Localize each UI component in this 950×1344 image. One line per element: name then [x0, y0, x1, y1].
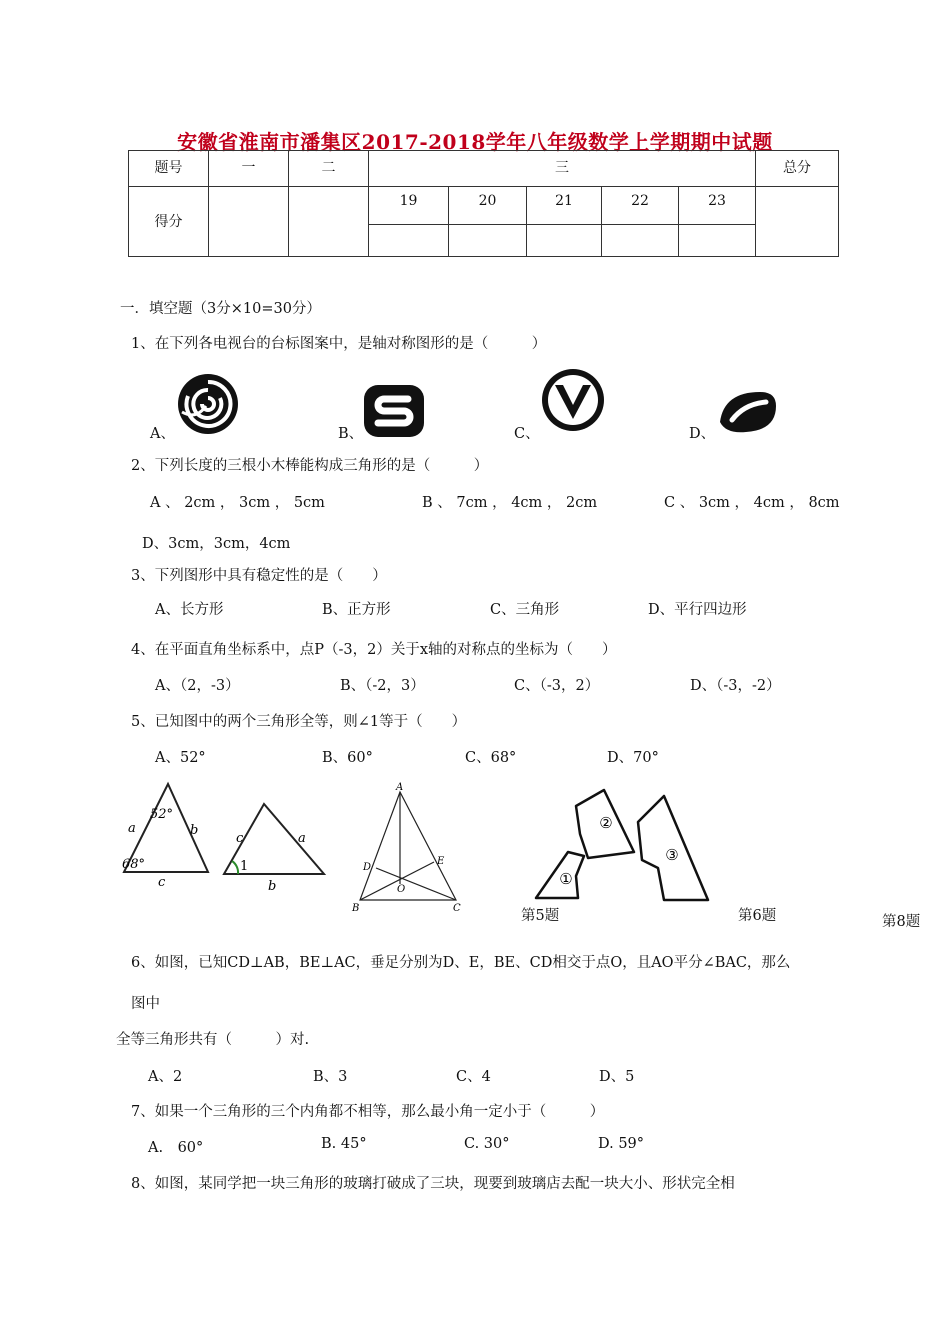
q7-option-a: A. 60°	[148, 1140, 204, 1156]
tri2-side-a: a	[298, 831, 306, 846]
score-cell-21	[527, 225, 602, 257]
fig6-label-a: A	[396, 782, 404, 793]
tri1-side-a: a	[128, 821, 136, 836]
fig6-label-b: B	[352, 903, 360, 914]
q1-option-c: C、	[514, 426, 540, 442]
fig6-label-e: E	[437, 856, 445, 867]
triangle-figure-2	[218, 798, 330, 892]
figure-q8-glass	[530, 782, 720, 904]
question-6-line2: 图中	[131, 996, 160, 1012]
tri2-side-b: b	[268, 879, 277, 894]
s-tv-logo-icon	[364, 385, 424, 437]
tri1-side-c: c	[158, 875, 166, 890]
fig6-label-c: C	[453, 903, 461, 914]
q6-option-d: D、5	[599, 1069, 635, 1085]
score-row-label: 得分	[129, 187, 209, 257]
q2-option-c: C 、 3cm ， 4cm ， 8cm	[664, 495, 840, 511]
score-header-total: 总分	[756, 151, 839, 187]
score-sub-23: 23	[679, 187, 756, 225]
score-header-label: 题号	[129, 151, 209, 187]
page-title: 安徽省淮南市潘集区2017-2018学年八年级数学上学期期中试题	[177, 130, 773, 154]
q4-option-a: A、（2，-3）	[155, 678, 240, 694]
score-sub-20: 20	[449, 187, 527, 225]
score-cell-1	[209, 187, 289, 257]
q5-option-a: A、52°	[155, 750, 206, 766]
question-6-line1: 6、如图，已知CD⊥AB，BE⊥AC，垂足分别为D、E，BE、CD相交于点O，且AO平分∠BAC，那么	[131, 955, 791, 971]
question-6-line3: 全等三角形共有（ ）对.	[116, 1032, 310, 1048]
score-header-2: 二	[289, 151, 369, 187]
score-cell-total	[756, 187, 839, 257]
tri1-side-b: b	[190, 823, 199, 838]
q1-option-a: A、	[150, 426, 175, 442]
score-sub-21: 21	[527, 187, 602, 225]
score-header-1: 一	[209, 151, 289, 187]
question-1: 1、在下列各电视台的台标图案中，是轴对称图形的是（ ）	[131, 336, 547, 352]
q3-option-b: B、正方形	[322, 602, 391, 618]
q5-option-c: C、68°	[465, 750, 517, 766]
q2-option-a: A 、 2cm ， 3cm ， 5cm	[150, 495, 325, 511]
question-8: 8、如图，某同学把一块三角形的玻璃打破成了三块，现要到玻璃店去配一块大小、形状完全相	[131, 1176, 735, 1192]
q2-option-b: B 、 7cm ， 4cm ， 2cm	[422, 495, 598, 511]
q4-option-b: B、（-2，3）	[340, 678, 425, 694]
score-cell-22	[602, 225, 679, 257]
q4-option-c: C、（-3，2）	[514, 678, 600, 694]
score-sub-19: 19	[369, 187, 449, 225]
tri1-top-angle: 52°	[150, 807, 174, 822]
caption-q6: 第6题	[738, 908, 777, 924]
fig6-label-d: D	[363, 862, 372, 873]
section-heading: 一．填空题（3分×10=30分）	[120, 301, 321, 317]
question-7: 7、如果一个三角形的三个内角都不相等，那么最小角一定小于（ ）	[131, 1104, 605, 1120]
question-5: 5、已知图中的两个三角形全等，则∠1等于（ ）	[131, 714, 467, 730]
caption-q8: 第8题	[882, 914, 921, 930]
q7-option-d: D. 59°	[598, 1136, 645, 1152]
tri1-bottom-angle: 68°	[122, 857, 146, 872]
glass-label-3: ③	[665, 846, 679, 864]
q3-option-a: A、长方形	[155, 602, 224, 618]
question-4: 4、在平面直角坐标系中，点P（-3，2）关于x轴的对称点的坐标为（ ）	[131, 642, 617, 658]
triangle-figure-1	[118, 780, 218, 890]
q7-option-c: C. 30°	[464, 1136, 510, 1152]
q1-option-d: D、	[689, 426, 716, 442]
q2-option-d: D、3cm，3cm，4cm	[142, 536, 291, 552]
figure-q6	[350, 780, 470, 914]
q3-option-c: C、三角形	[490, 602, 560, 618]
q1-option-b: B、	[338, 426, 364, 442]
leaf-tv-logo-icon	[716, 388, 778, 434]
score-cell-20	[449, 225, 527, 257]
caption-q5: 第5题	[521, 908, 560, 924]
q5-option-d: D、70°	[607, 750, 659, 766]
question-3: 3、下列图形中具有稳定性的是（ ）	[131, 568, 387, 584]
fig6-label-o: O	[397, 884, 406, 895]
score-cell-2	[289, 187, 369, 257]
score-header-3: 三	[369, 151, 756, 187]
score-cell-19	[369, 225, 449, 257]
question-2: 2、下列长度的三根小木棒能构成三角形的是（ ）	[131, 458, 489, 474]
glass-label-2: ②	[599, 814, 613, 832]
score-cell-23	[679, 225, 756, 257]
spiral-tv-logo-icon	[176, 372, 240, 436]
q6-option-b: B、3	[313, 1069, 348, 1085]
v-circle-tv-logo-icon	[540, 367, 606, 433]
q5-option-b: B、60°	[322, 750, 373, 766]
score-table	[128, 150, 839, 257]
q3-option-d: D、平行四边形	[648, 602, 747, 618]
q4-option-d: D、（-3，-2）	[690, 678, 781, 694]
tri2-side-c: c	[236, 831, 244, 846]
tri2-angle-1: 1	[240, 859, 249, 874]
glass-label-1: ①	[559, 870, 573, 888]
q6-option-a: A、2	[148, 1069, 183, 1085]
q7-option-b: B. 45°	[321, 1136, 367, 1152]
q6-option-c: C、4	[456, 1069, 491, 1085]
score-sub-22: 22	[602, 187, 679, 225]
